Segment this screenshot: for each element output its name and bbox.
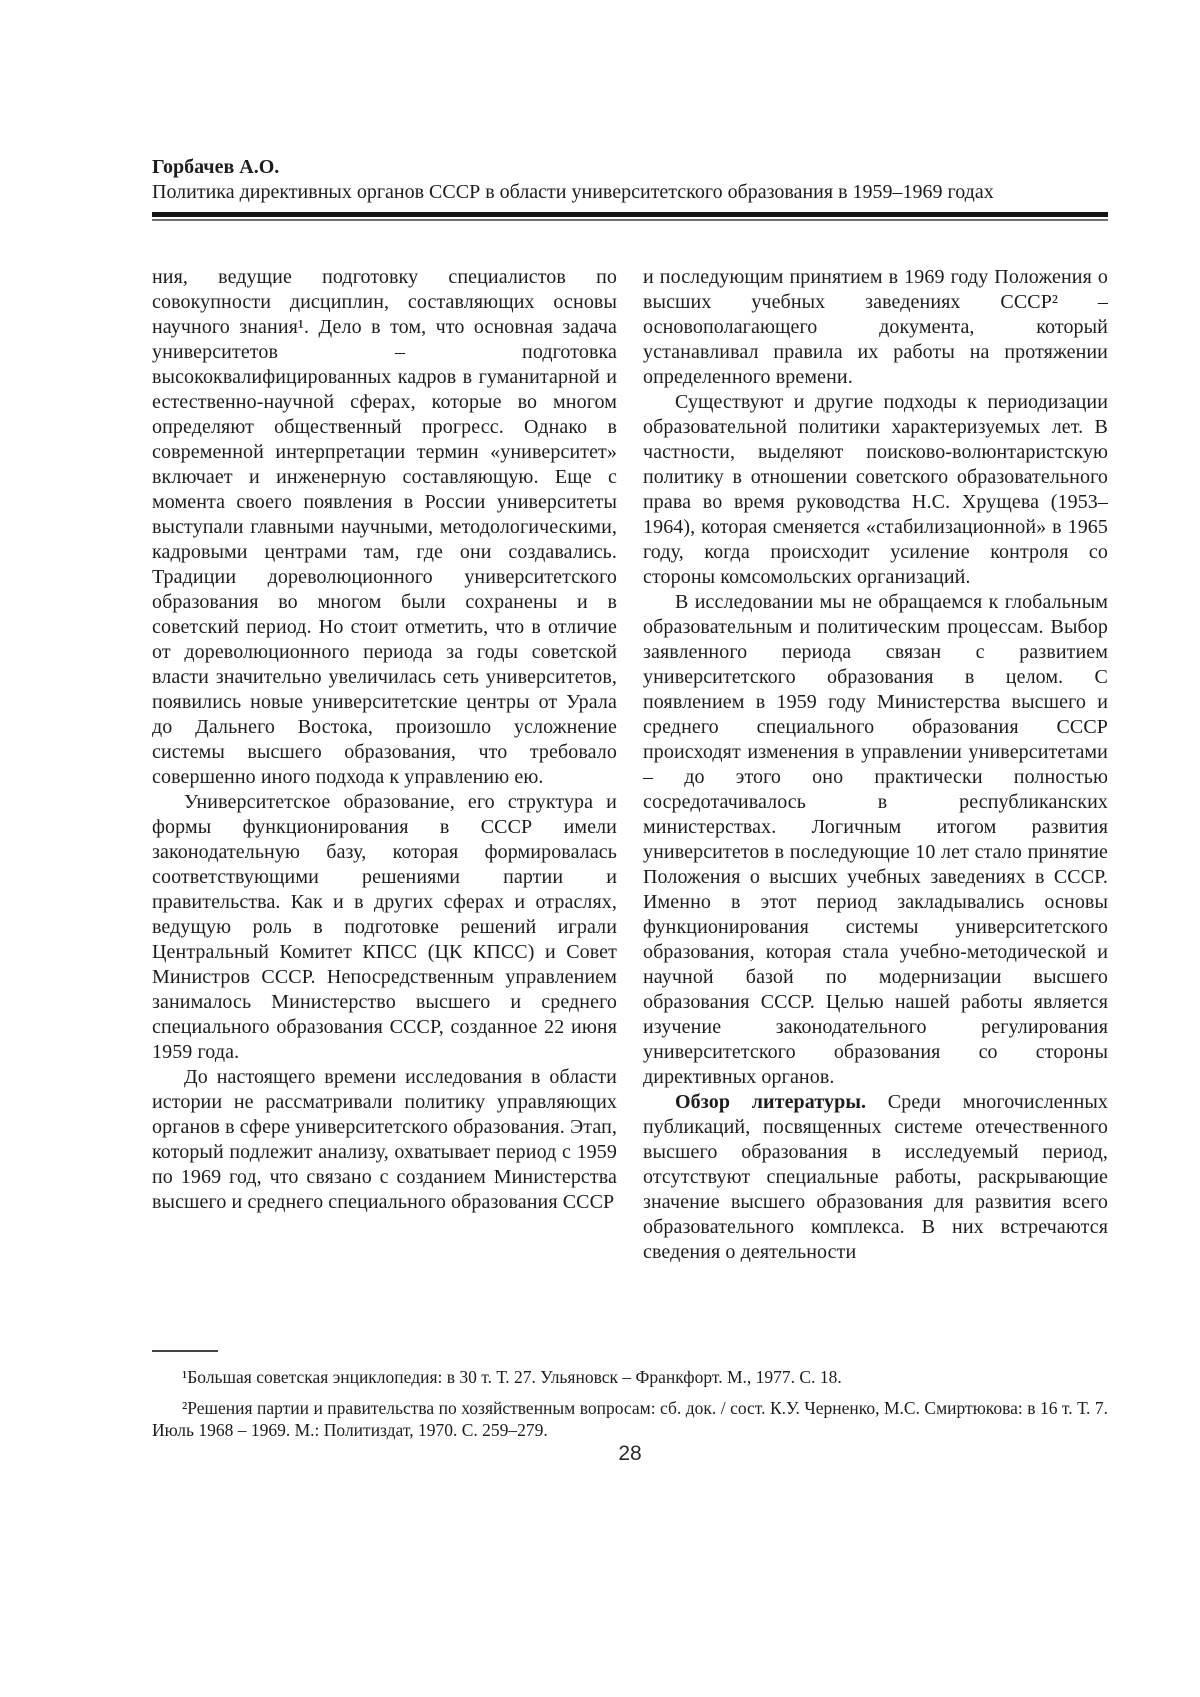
paragraph: и последующим принятием в 1969 году Положения о высших учебных заведениях СССР² – основополагающего документа, который устанавливал правила их работы на протяжении определенного времени. bbox=[643, 266, 1108, 388]
header-rule-thick bbox=[152, 212, 1108, 217]
paragraph: В исследовании мы не обращаемся к глобальным образовательным и политическим процессам. Выбор заявленного периода связан с развитием университетского образования в целом. С появлением в 1959 году Министерства высшего и среднего специального образования СССР происходят изменения в управлении университетами – до этого оно практически полностью сосредотачивалось в республиканских министерствах. Логичным итогом развития университетов в последующие 10 лет стало принятие Положения о высших учебных заведениях в СССР. Именно в этот период закладывались основы функционирования системы университетского образования, которая стала учебно-методической и научной базой по модернизации высшего образования СССР. Целью нашей работы является изучение законодательного регулирования университетского образования со стороны директивных органов. bbox=[643, 591, 1108, 1088]
footnote: ¹Большая советская энциклопедия: в 30 т. Т. 27. Ульяновск – Франкфорт. М., 1977. С. 18. bbox=[182, 1367, 842, 1387]
article-title: Политика директивных органов СССР в области университетского образования в 1959–1969 годах bbox=[152, 181, 994, 203]
footnotes-block bbox=[152, 1366, 1108, 1441]
page-number: 28 bbox=[618, 1442, 642, 1465]
footnote-separator bbox=[152, 1350, 218, 1352]
paragraph: Университетское образование, его структура и формы функционирования в СССР имели законодательную базу, которая формировалась соответствующими решениями партии и правительства. Как и в других сферах и отраслях, ведущую роль в подготовке решений играли Центральный Комитет КПСС (ЦК КПСС) и Совет Министров СССР. Непосредственным управлением занималось Министерство высшего и среднего специального образования СССР, созданное 22 июня 1959 года. bbox=[152, 791, 617, 1063]
paragraph: До настоящего времени исследования в области истории не рассматривали политику управляющих органов в сфере университетского образования. Этап, который подлежит анализу, охватывает период с 1959 по 1969 год, что связано с созданием Министерства высшего и среднего специального образования СССР bbox=[152, 1066, 617, 1213]
paragraph: ния, ведущие подготовку специалистов по совокупности дисциплин, составляющих основы научного знания¹. Дело в том, что основная задача университетов – подготовка высококвалифицированных кадров в гуманитарной и естественно-научной сферах, которые во многом определяют общественный прогресс. Однако в современной интерпретации термин «университет» включает и инженерную составляющую. Еще с момента своего появления в России университеты выступали главными научными, методологическими, кадровыми центрами там, где они создавались. Традиции дореволюционного университетского образования во многом были сохранены и в советский период. Но стоит отметить, что в отличие от дореволюционного периода за годы советской власти значительно увеличилась сеть университетов, появились новые университетские центры от Урала до Дальнего Востока, произошло усложнение системы высшего образования, что требовало совершенно иного подхода к управлению ею. bbox=[152, 266, 617, 788]
header-rule-thin bbox=[152, 219, 1108, 221]
paragraph-bold-lead: Обзор литературы. bbox=[675, 1091, 888, 1113]
right-column bbox=[643, 265, 1108, 1310]
left-column bbox=[152, 265, 617, 1310]
article-body bbox=[152, 265, 1108, 1310]
paragraph: Существуют и другие подходы к периодизации образовательной политики характеризуемых лет. В частности, выделяют поисково-волюнтаристскую политику в отношении советского образовательного права во время руководства Н.С. Хрущева (1953–1964), которая сменяется «стабилизационной» в 1965 году, когда происходит усиление контроля со стороны комсомольских организаций. bbox=[643, 391, 1108, 588]
paragraph: Обзор литературы. Среди многочисленных публикаций, посвященных системе отечественного высшего образования в исследуемый период, отсутствуют специальные работы, раскрывающие значение высшего образования для развития всего образовательного комплекса. В них встречаются сведения о деятельности bbox=[643, 1091, 1108, 1263]
footnote: ²Решения партии и правительства по хозяйственным вопросам: сб. док. / сост. К.У. Черненко, М.С. Смиртюкова: в 16 т. Т. 7. Июль 1968 – 1969. М.: Политиздат, 1970. С. 259–279. bbox=[152, 1398, 1108, 1440]
author-name: Горбачев А.О. bbox=[152, 156, 280, 178]
page-header bbox=[152, 155, 1108, 221]
page-content bbox=[152, 155, 1108, 1450]
